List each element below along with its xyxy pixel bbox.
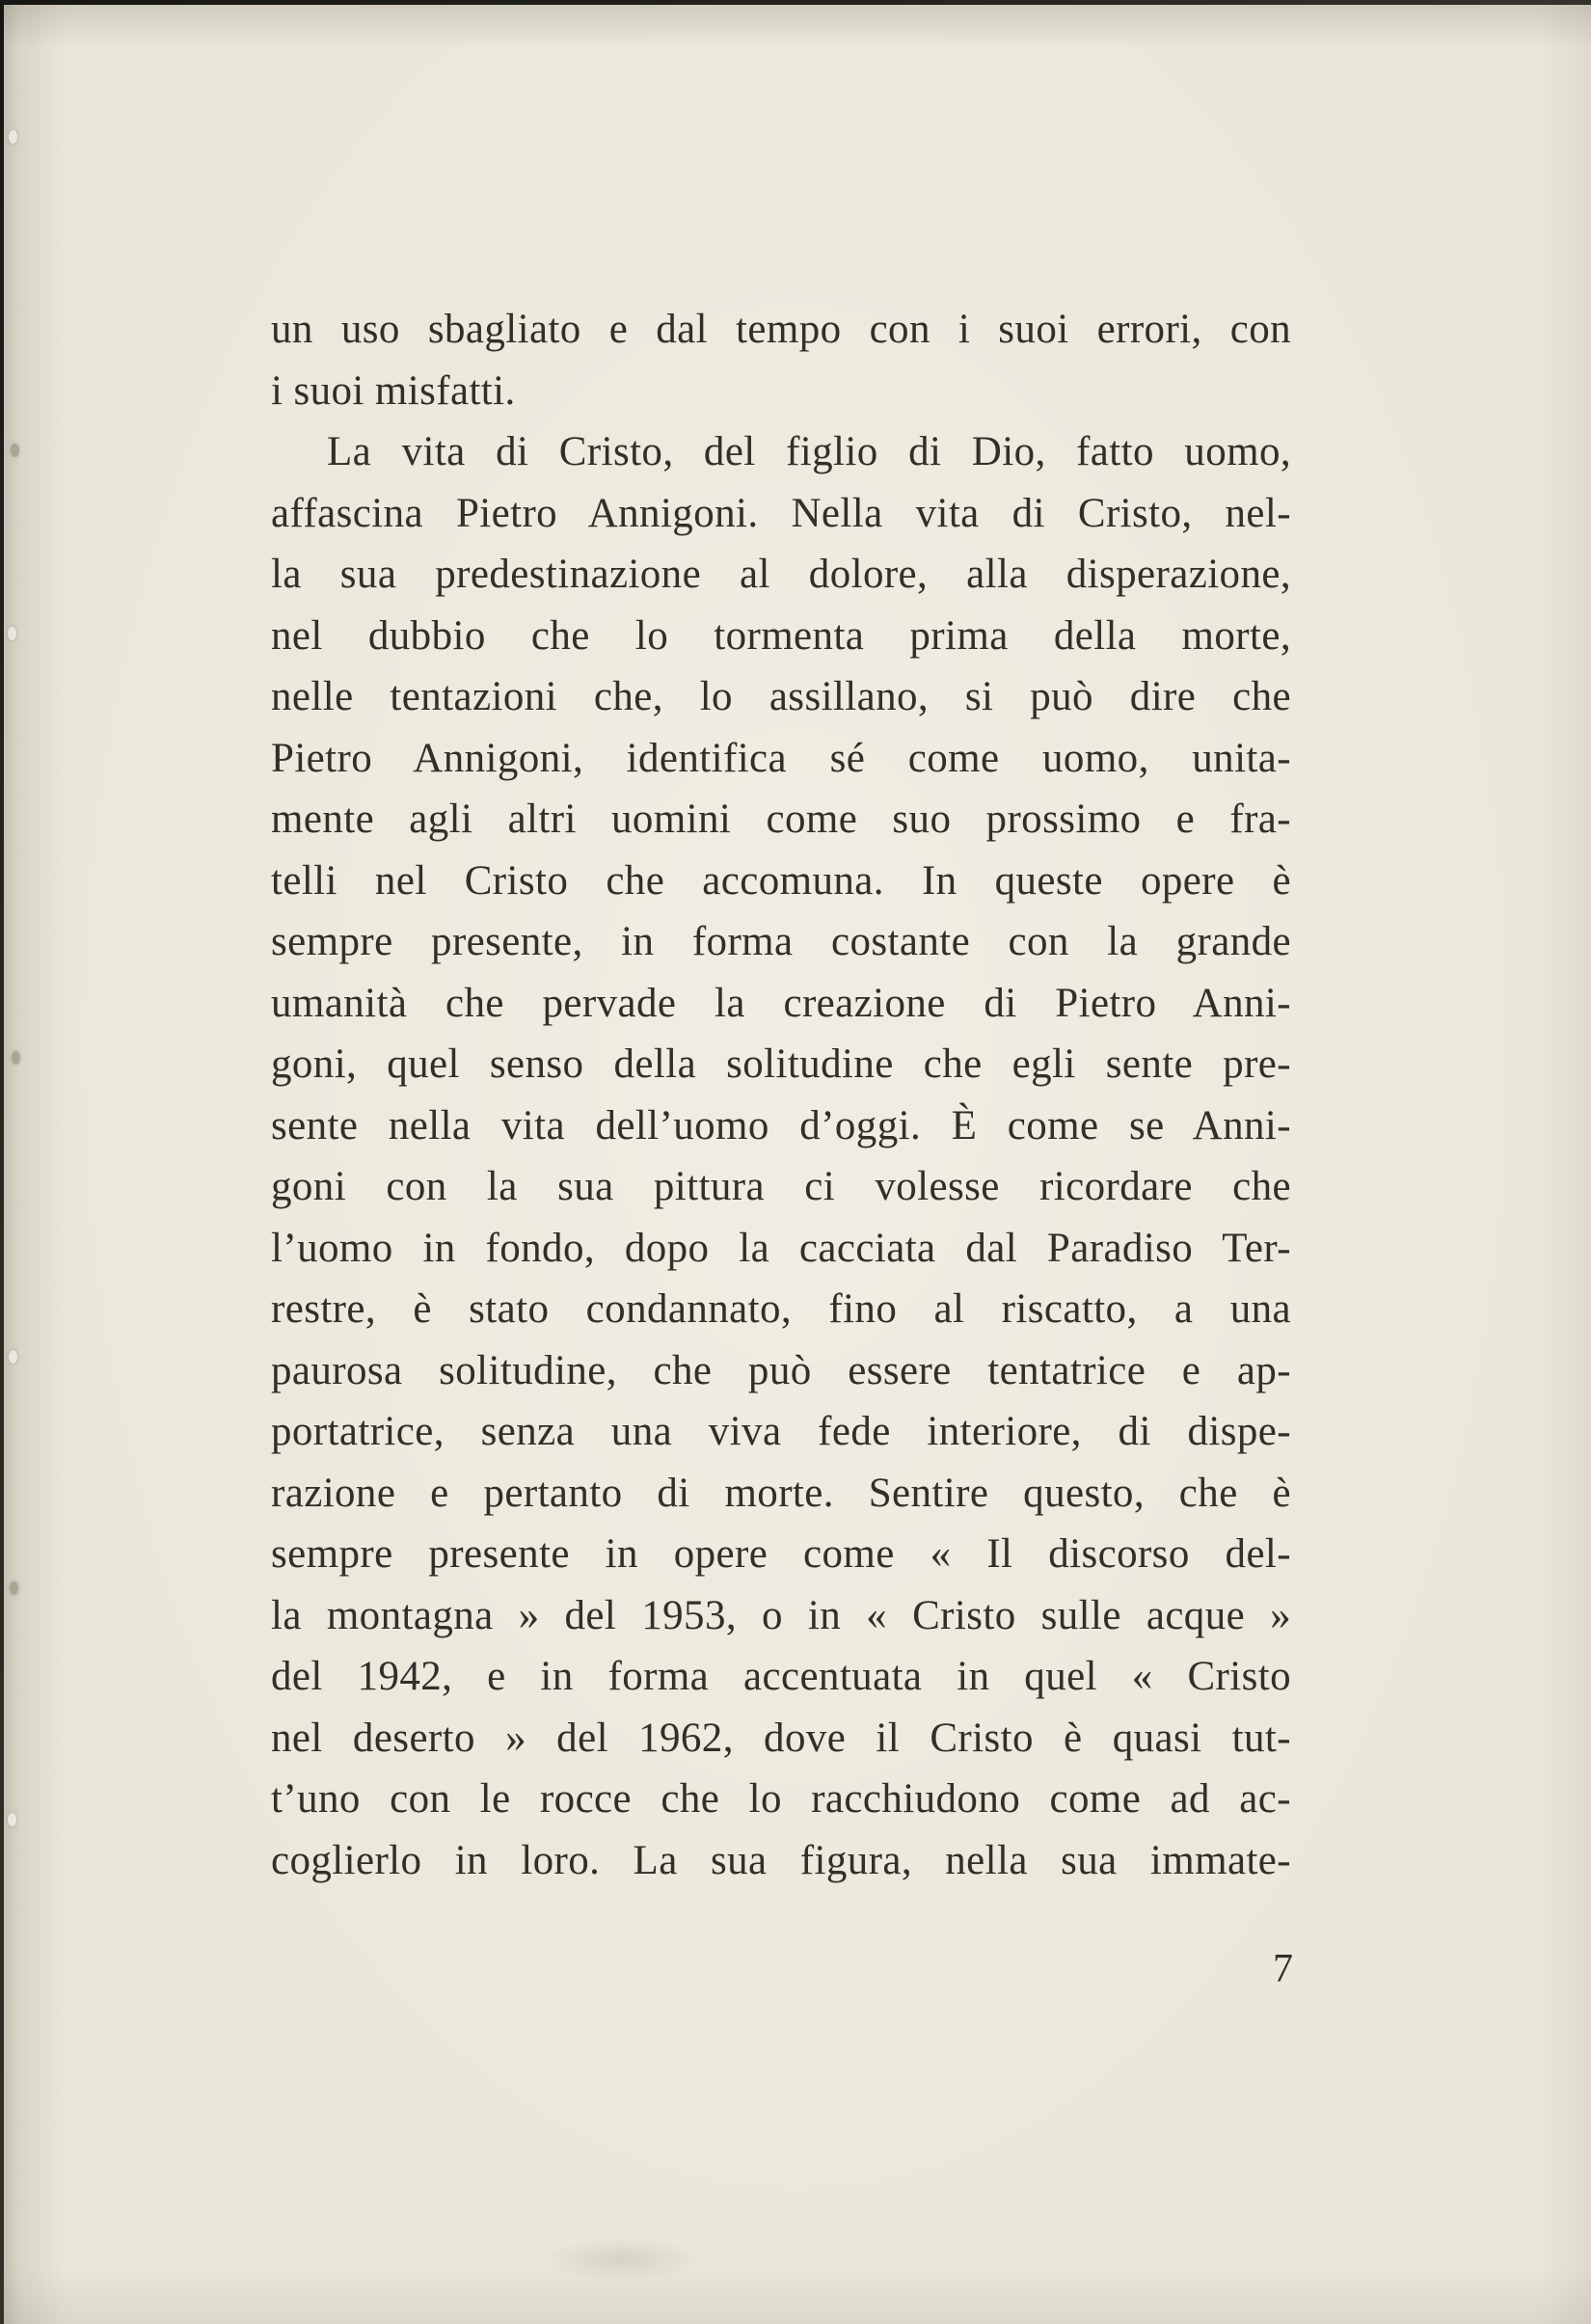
text-line: la montagna » del 1953, o in « Cristo sulle acque » — [271, 1592, 1291, 1638]
text-line: goni con la sua pittura ci volesse ricordare che — [271, 1164, 1291, 1209]
text-line: l’uomo in fondo, dopo la cacciata dal Paradiso Ter- — [271, 1225, 1291, 1271]
binding-mark — [12, 1051, 20, 1065]
text-line: nel dubbio che lo tormenta prima della morte, — [271, 612, 1291, 659]
text-line: umanità che pervade la creazione di Pietro Anni- — [271, 980, 1291, 1026]
binding-mark — [8, 627, 16, 640]
text-line: goni, quel senso della solitudine che egli sente pre- — [271, 1041, 1291, 1087]
text-line: razione e pertanto di morte. Sentire questo, che è — [271, 1470, 1291, 1516]
text-line: nel deserto » del 1962, dove il Cristo è quasi tut- — [271, 1715, 1291, 1761]
text-line: paurosa solitudine, che può essere tentatrice e ap- — [271, 1347, 1291, 1393]
paper-smudge — [540, 2237, 704, 2282]
binding-mark — [11, 444, 19, 457]
text-line: del 1942, e in forma accentuata in quel « Cristo — [271, 1654, 1291, 1699]
text-line: i suoi misfatti. — [271, 367, 516, 414]
page-text-block — [271, 299, 1291, 1891]
binding-mark — [9, 1350, 17, 1364]
text-line: sempre presente, in forma costante con la grande — [271, 919, 1291, 964]
text-line: sente nella vita dell’uomo d’oggi. È come se Anni- — [271, 1102, 1291, 1148]
scan-edge-left — [0, 0, 4, 2324]
text-line: telli nel Cristo che accomuna. In queste opere è — [271, 857, 1291, 904]
page-number: 7 — [1273, 1947, 1293, 1991]
text-line: t’uno con le rocce che lo racchiudono come ad ac- — [271, 1776, 1291, 1822]
text-line: un uso sbagliato e dal tempo con i suoi errori, con — [271, 307, 1291, 352]
text-line: Pietro Annigoni, identifica sé come uomo, unita- — [271, 735, 1291, 781]
text-line: nelle tentazioni che, lo assillano, si può dire che — [271, 674, 1291, 719]
binding-mark — [8, 1813, 16, 1826]
text-line: la sua predestinazione al dolore, alla disperazione, — [271, 552, 1291, 597]
binding-mark — [10, 1581, 18, 1595]
scan-edge-top — [0, 0, 1591, 5]
text-line: sempre presente in opere come « Il discorso del- — [271, 1531, 1291, 1577]
text-line: affascina Pietro Annigoni. Nella vita di Cristo, nel- — [271, 490, 1291, 536]
text-line: coglierlo in loro. La sua figura, nella sua immate- — [271, 1837, 1291, 1883]
text-line: portatrice, senza una viva fede interiore, di dispe- — [271, 1409, 1291, 1454]
text-line: La vita di Cristo, del figlio di Dio, fatto uomo, — [327, 429, 1291, 474]
text-line: restre, è stato condannato, fino al riscatto, a una — [271, 1286, 1291, 1332]
text-line: mente agli altri uomini come suo prossimo e fra- — [271, 797, 1291, 842]
binding-mark — [9, 130, 17, 144]
